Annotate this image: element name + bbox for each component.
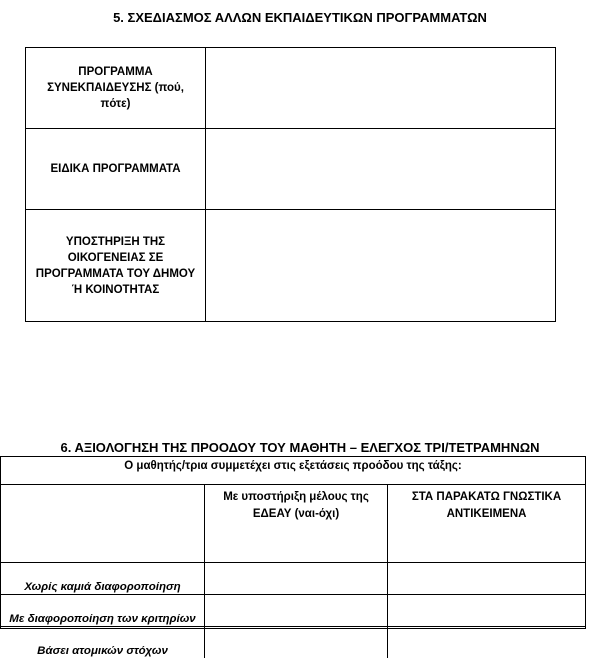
table-row: [26, 129, 555, 210]
section-5-heading: 5. ΣΧΕΔΙΑΣΜΟΣ ΑΛΛΩΝ ΕΚΠΑΙΔΕΥΤΙΚΩΝ ΠΡΟΓΡΑΜΜΑΤΩΝ: [113, 10, 487, 25]
table-header-row: [1, 485, 585, 563]
subjects-cell[interactable]: [388, 595, 585, 626]
subjects-cell[interactable]: [388, 627, 585, 658]
row-label-line: ΣΥΝΕΚΠΑΙΔΕΥΣΗΣ (πού, πότε): [47, 82, 184, 110]
coeducation-program-field[interactable]: [206, 48, 555, 128]
row-label: [26, 129, 206, 209]
column-header-empty: [1, 485, 205, 562]
progress-evaluation-table: [0, 456, 586, 657]
criterion-cell: [1, 595, 205, 626]
section-6-heading: 6. ΑΞΙΟΛΟΓΗΣΗ ΤΗΣ ΠΡΟΟΔΟΥ ΤΟΥ ΜΑΘΗΤΗ – ΕΛΕΓΧΟΣ ΤΡΙ/ΤΕΤΡΑΜΗΝΩΝ: [60, 440, 540, 455]
table-row: [26, 48, 555, 129]
support-cell[interactable]: [205, 595, 388, 626]
table-caption: Ο μαθητής/τρια συμμετέχει στις εξετάσεις προόδου της τάξης:: [1, 457, 585, 485]
table-row: [1, 595, 585, 627]
column-header-support: [205, 485, 388, 562]
column-header-line: ΣΤΑ ΠΑΡΑΚΑΤΩ ΓΝΩΣΤΙΚΑ: [411, 491, 562, 503]
support-cell[interactable]: [205, 563, 388, 594]
criterion-label: Βάσει ατομικών στόχων: [37, 645, 168, 657]
criterion-label: Χωρίς καμιά διαφοροποίηση: [24, 581, 181, 593]
row-label: [26, 210, 206, 322]
row-label-line: ΠΡΟΓΡΑΜΜΑΤΑ ΤΟΥ ΔΗΜΟΥ: [35, 268, 196, 280]
column-header-line: Με υποστήριξη μέλους της: [223, 491, 369, 503]
column-header-line: ΑΝΤΙΚΕΙΜΕΝΑ: [446, 508, 527, 520]
table-row: [26, 210, 555, 322]
column-header-line: ΕΔΕΑΥ (ναι-όχι): [252, 508, 340, 520]
column-header-subjects: [388, 485, 585, 562]
row-label-line: ΟΙΚΟΓΕΝΕΙΑΣ ΣΕ: [67, 252, 164, 264]
family-support-field[interactable]: [206, 210, 555, 322]
support-cell[interactable]: [205, 627, 388, 658]
special-programs-field[interactable]: [206, 129, 555, 209]
criterion-label: Με διαφοροποίηση των κριτηρίων: [9, 613, 196, 625]
row-label-line: ΠΡΟΓΡΑΜΜΑ: [78, 66, 153, 78]
row-label-line: Ή ΚΟΙΝΟΤΗΤΑΣ: [71, 284, 160, 296]
criterion-cell: [1, 627, 205, 658]
criterion-cell: [1, 563, 205, 594]
subjects-cell[interactable]: [388, 563, 585, 594]
row-label: [26, 48, 206, 128]
education-programs-table: [25, 47, 556, 322]
table-row: [1, 563, 585, 595]
row-label-line: ΥΠΟΣΤΗΡΙΞΗ ΤΗΣ: [65, 236, 166, 248]
table-row: [1, 627, 585, 658]
row-label-line: ΕΙΔΙΚΑ ΠΡΟΓΡΑΜΜΑΤΑ: [50, 163, 181, 175]
